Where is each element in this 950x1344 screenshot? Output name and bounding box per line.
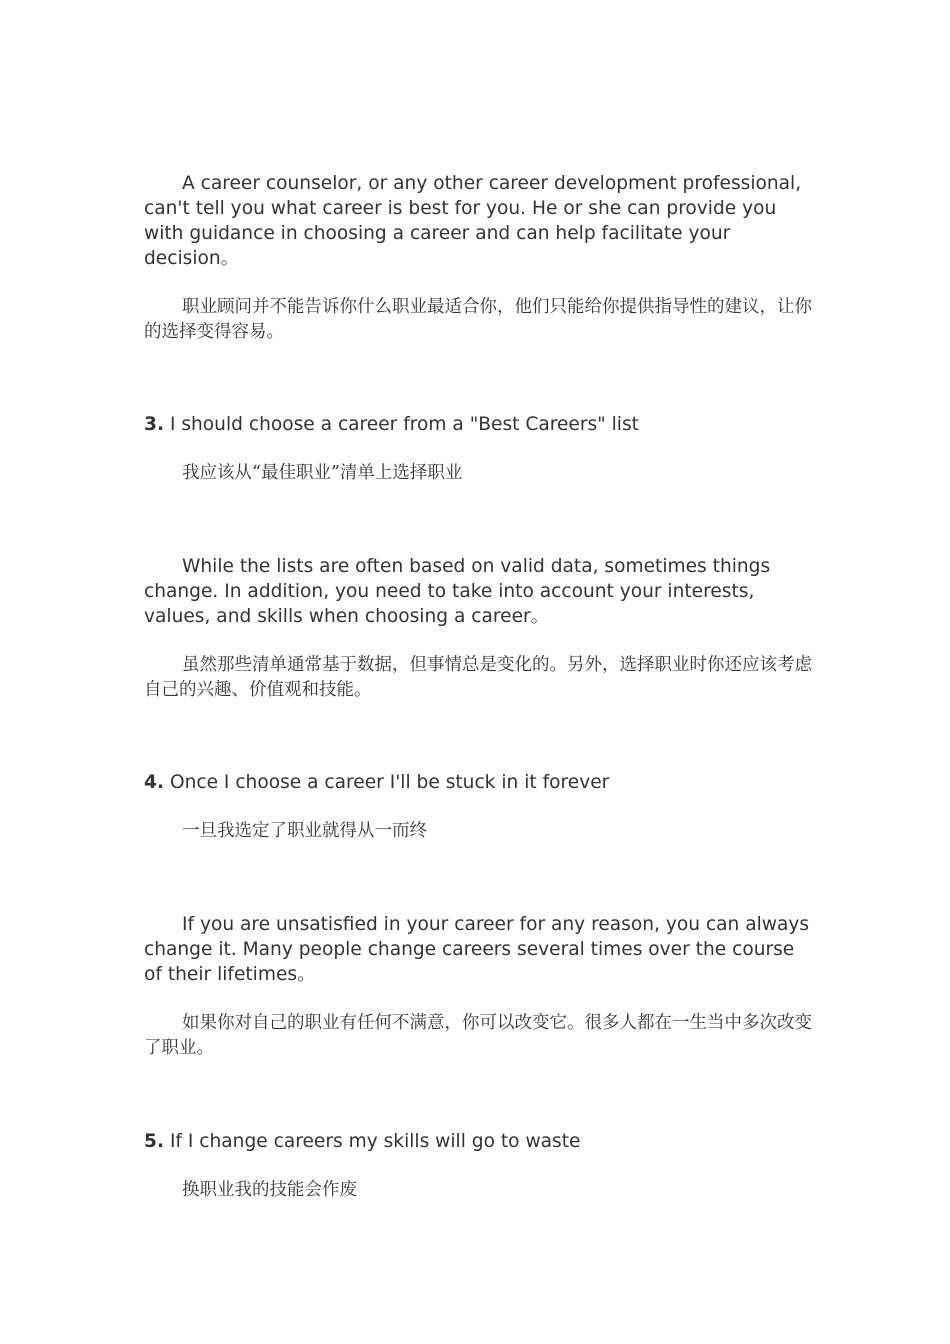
- paragraph-zh-1: 职业顾问并不能告诉你什么职业最适合你，他们只能给你提供指导性的建议，让你的选择变得容易。: [144, 297, 812, 342]
- paragraph-en-3: While the lists are often based on valid data, sometimes things change. In addition, you need to take into account your interests, values, and skills when choosing a career。: [144, 556, 771, 627]
- heading-number: 3.: [144, 414, 165, 435]
- heading-text: I should choose a career from a "Best Careers" list: [169, 414, 639, 435]
- heading-zh-4: 一旦我选定了职业就得从一而终: [182, 821, 427, 841]
- heading-5: [144, 1129, 812, 1154]
- heading-4: [144, 770, 812, 795]
- heading-zh-5: 换职业我的技能会作废: [182, 1180, 357, 1200]
- heading-zh-3: 我应该从“最佳职业”清单上选择职业: [182, 463, 463, 483]
- paragraph-zh-3: 虽然那些清单通常基于数据，但事情总是变化的。另外，选择职业时你还应该考虑自己的兴趣、价值观和技能。: [144, 655, 812, 700]
- heading-text: If I change careers my skills will go to waste: [169, 1131, 581, 1152]
- heading-text: Once I choose a career I'll be stuck in it forever: [169, 772, 610, 793]
- heading-number: 5.: [144, 1131, 165, 1152]
- paragraph-zh-4: 如果你对自己的职业有任何不满意，你可以改变它。很多人都在一生当中多次改变了职业。: [144, 1013, 812, 1058]
- paragraph-en-1: A career counselor, or any other career development professional, can't tell you what career is best for you. He or she can provide you with guidance in choosing a career and can help facilitate your decision。: [144, 173, 802, 269]
- heading-3: [144, 412, 812, 437]
- paragraph-en-4: If you are unsatisfied in your career for any reason, you can always change it. Many people change careers several times over the course of their lifetimes。: [144, 914, 810, 985]
- heading-number: 4.: [144, 772, 165, 793]
